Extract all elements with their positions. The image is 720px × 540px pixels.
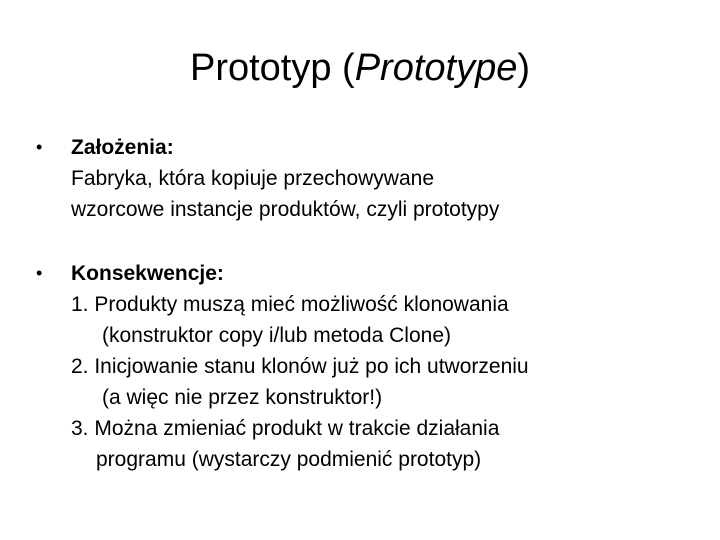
numbered-item-continuation: programu (wystarczy podmienić prototyp)	[96, 448, 482, 471]
title-suffix: )	[517, 47, 531, 89]
title-prefix: Prototyp (	[189, 47, 355, 89]
slide-title	[0, 44, 720, 92]
numbered-item: 3. Można zmieniać produkt w trakcie działania	[71, 417, 500, 440]
bullet-heading: Konsekwencje:	[71, 262, 224, 285]
bullet-line: Fabryka, która kopiuje przechowywane	[71, 167, 435, 190]
bullet-line: wzorcowe instancje produktów, czyli prototypy	[71, 198, 500, 221]
bullet-body	[71, 132, 711, 225]
bullet-point-icon: •	[36, 137, 43, 157]
numbered-item: 1. Produkty muszą mieć możliwość klonowania	[71, 293, 509, 316]
bullet-body	[71, 258, 711, 475]
bullet-point-icon: •	[36, 263, 43, 283]
bullet-heading: Założenia:	[71, 136, 174, 159]
numbered-item-continuation: (konstruktor copy i/lub metoda Clone)	[102, 324, 451, 347]
title-italic: Prototype	[354, 47, 518, 89]
numbered-item-continuation: (a więc nie przez konstruktor!)	[102, 386, 383, 409]
numbered-item: 2. Inicjowanie stanu klonów już po ich utworzeniu	[71, 355, 529, 378]
